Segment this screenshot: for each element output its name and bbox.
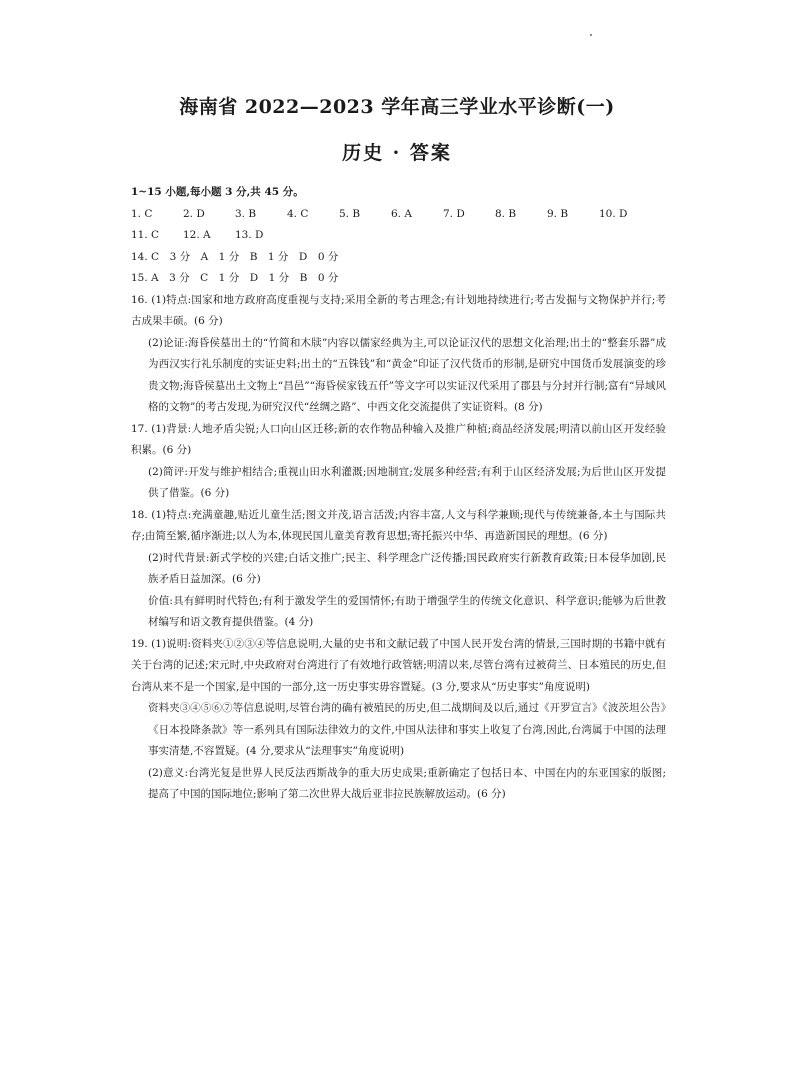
page-subtitle: 历史 · 答案 <box>342 142 452 164</box>
answer-15: 15. A 3 分 C 1 分 D 1 分 B 0 分 <box>131 272 339 284</box>
q18-part1: 18. (1)特点:充满童趣,贴近儿童生活;图文并茂,语言活泼;内容丰富,人文与科学兼顾;现代与传统兼备,本土与国际共存;由简至繁,循序渐进;以人为本,体现民国儿童美育教育思想;寄托振兴中华、再造新国民的理想。(6 分) <box>131 508 666 542</box>
answer-5: 5. B <box>339 207 361 220</box>
q19-part1: 19. (1)说明:资料夹①②③④等信息说明,大量的史书和文献记载了中国人民开发台湾的情景,三国时期的书籍中就有关于台湾的记述;宋元时,中央政府对台湾进行了有效地行政管辖;明清以来,尽管台湾有过被荷兰、日本殖民的历史,但台湾从来不是一个国家,是中国的一部分,这一历史事实毋容置疑。(3 分,要求从“历史事实”角度说明) <box>131 637 666 693</box>
answers-row-1 <box>131 204 666 226</box>
answer-1: 1. C <box>131 207 153 220</box>
answers-row-2 <box>131 225 666 247</box>
answer-12: 12. A <box>183 229 211 241</box>
q18-part2: (2)时代背景:新式学校的兴建;白话文推广;民主、科学理念广泛传播;国民政府实行新教育政策;日本侵华加剧,民族矛盾日益加深。(6 分) <box>148 551 666 585</box>
answer-7: 7. D <box>443 207 465 220</box>
page-title: 海南省 2022—2023 学年高三学业水平诊断(一) <box>179 96 615 118</box>
q19-part2: (2)意义:台湾光复是世界人民反法西斯战争的重大历史成果;重新确定了包括日本、中国在内的东亚国家的版图;提高了中国的国际地位;影响了第二次世界大战后亚非拉民族解放运动。(6 分) <box>148 766 666 800</box>
section-heading: 1~15 小题,每小题 3 分,共 45 分。 <box>131 186 304 198</box>
answer-2: 2. D <box>183 207 205 220</box>
answer-11: 11. C <box>131 229 160 241</box>
answer-14: 14. C 3 分 A 1 分 B 1 分 D 0 分 <box>131 250 339 263</box>
answer-4: 4. C <box>287 207 309 220</box>
page-speck <box>590 34 592 36</box>
q18-value: 价值:具有鲜明时代特色;有利于激发学生的爱国情怀;有助于增强学生的传统文化意识、科学意识;能够为后世教材编写和语文教育提供借鉴。(4 分) <box>148 594 666 628</box>
q19-legal-fact: 资料夹③④⑤⑥⑦等信息说明,尽管台湾的确有被殖民的历史,但二战期间及以后,通过《开罗宣言》《波茨坦公告》《日本投降条款》等一系列具有国际法律效力的文件,中国从法律和事实上收复了台湾,因此,台湾属于中国的法理事实清楚,不容置疑。(4 分,要求从“法理事实”角度说明) <box>148 702 666 757</box>
answer-9: 9. B <box>547 207 569 220</box>
answer-10: 10. D <box>599 207 628 220</box>
q17-part1: 17. (1)背景:人地矛盾尖锐;人口向山区迁移;新的农作物品种输入及推广种植;商品经济发展;明清以前山区开发经验积累。(6 分) <box>131 422 666 456</box>
answer-8: 8. B <box>495 207 517 220</box>
answer-content <box>131 182 666 806</box>
q16-part2: (2)论证:海昏侯墓出土的“竹简和木牍”内容以儒家经典为主,可以论证汉代的思想文化治理;出土的“整套乐器”成为西汉实行礼乐制度的实证史料;出土的“五铢钱”和“黄金”印证了汉代货币的形制,是研究中国货币发展演变的珍贵文物;海昏侯墓出土文物上“昌邑”“海昏侯家钱五仟”等文字可以实证汉代采用了郡县与分封并行制;富有“异域风格的文物”的考古发现,为研究汉代“丝绸之路”、中西文化交流提供了实证资料。(8 分) <box>148 336 666 413</box>
q17-part2: (2)简评:开发与维护相结合;重视山田水利灌溉;因地制宜;发展多种经营;有利于山区经济发展;为后世山区开发提供了借鉴。(6 分) <box>148 465 666 499</box>
answer-3: 3. B <box>235 207 257 220</box>
q16-part1: 16. (1)特点:国家和地方政府高度重视与支持;采用全新的考古理念;有计划地持续进行;考古发掘与文物保护并行;考古成果丰硕。(6 分) <box>131 293 666 327</box>
answer-13: 13. D <box>235 229 264 241</box>
answer-6: 6. A <box>391 207 412 220</box>
